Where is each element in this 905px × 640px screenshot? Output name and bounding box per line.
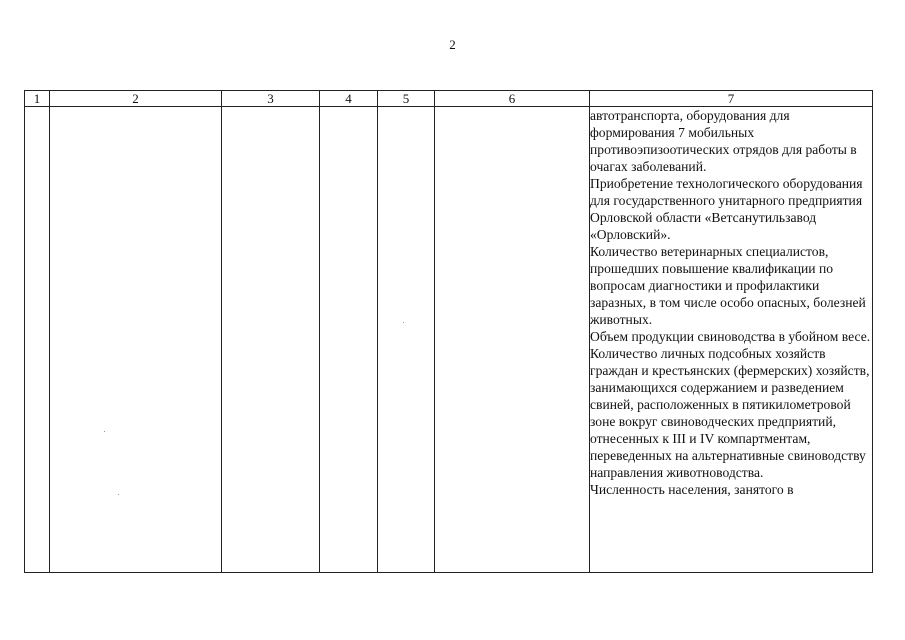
table-cell-7: [590, 107, 873, 573]
document-table: [24, 90, 873, 573]
table-header-row: [25, 91, 873, 107]
scan-speck: [118, 494, 119, 495]
page-number: 2: [449, 37, 456, 52]
table-cell-4: [320, 107, 378, 573]
table-cell-3: [222, 107, 320, 573]
table-row: [25, 107, 873, 573]
table-cell-5: [378, 107, 435, 573]
column-header-7: 7: [590, 91, 873, 107]
scan-speck: [104, 431, 105, 432]
table-cell-text: автотранспорта, оборудования для формирования 7 мобильных противоэпизоотических отрядов для работы в очагах заболеваний.: [590, 108, 857, 174]
column-header-1: 1: [25, 91, 50, 107]
column-header-4: 4: [320, 91, 378, 107]
column-header-6: 6: [435, 91, 590, 107]
table-cell-text: Количество ветеринарных специалистов, прошедших повышение квалификации по вопросам диагностики и профилактики заразных, в том числе особо опасных, болезней животных.: [590, 244, 866, 327]
table-cell-text: Объем продукции свиноводства в убойном весе.: [590, 329, 871, 344]
table-cell-text: Приобретение технологического оборудования для государственного унитарного предприятия Орловской области «Ветсанутильзавод «Орловский».: [590, 176, 863, 242]
table-cell-text: Численность населения, занятого в: [590, 482, 794, 497]
scan-speck: [403, 322, 404, 323]
table-cell-2: [50, 107, 222, 573]
column-header-2: 2: [50, 91, 222, 107]
column-header-5: 5: [378, 91, 435, 107]
table-cell-text: Количество личных подсобных хозяйств граждан и крестьянских (фермерских) хозяйств, занимающихся содержанием и разведением свиней, расположенных в пятикилометровой зоне вокруг свиноводческих предприятий, отнесенных к III и IV компартментам, переведенных на альтернативные свиноводству направления животноводства.: [590, 346, 870, 480]
table-cell-6: [435, 107, 590, 573]
column-header-3: 3: [222, 91, 320, 107]
table-cell-1: [25, 107, 50, 573]
